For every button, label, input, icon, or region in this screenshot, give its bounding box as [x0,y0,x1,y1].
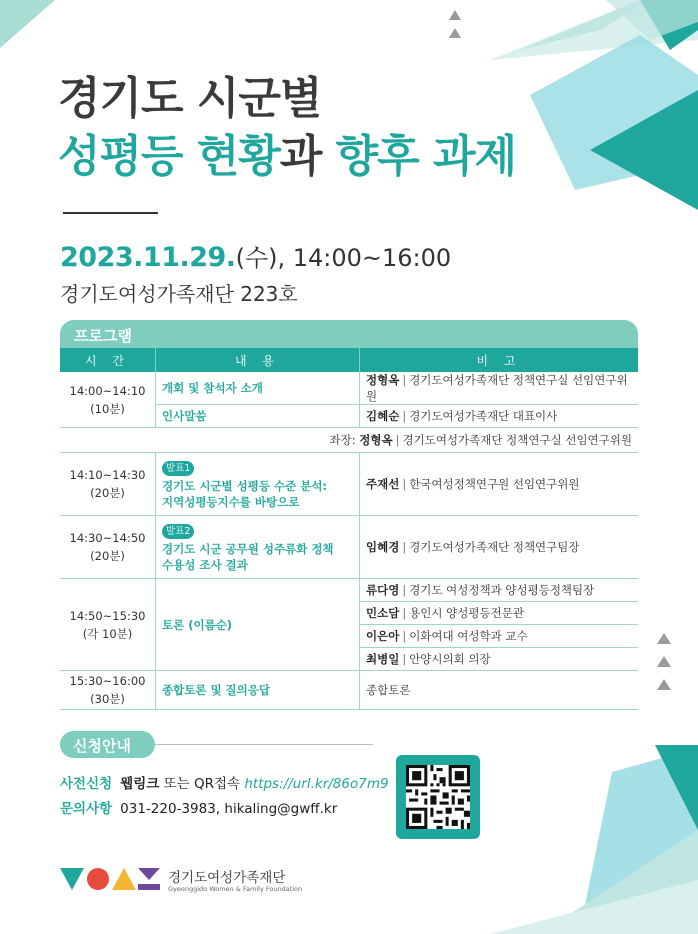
presentation-badge: 발표1 [162,461,194,476]
apply-section-header [60,731,155,758]
chair-cell: 좌장: 정형옥 | 경기도여성가족재단 정책연구실 선임연구위원 [60,428,638,453]
content-cell: 종합토론 및 질의응답 [156,671,360,710]
content-cell [156,453,360,516]
note-cell: 최병일 | 안양시의회 의장 [360,648,639,671]
weblink-label: 웹링크 [120,776,160,792]
contact-row [60,797,337,817]
time-range: 14:10~14:30 [69,468,146,482]
note-cell: 이은아 | 이화여대 여성학과 교수 [360,625,639,648]
program-table [60,348,638,710]
person-desc: 경기도여성가족재단 정책연구실 선임연구위원 [366,373,628,403]
header-time: 시 간 [60,348,156,372]
time-cell [60,372,156,428]
content-cell: 인사말씀 [156,405,360,428]
person-desc: 이화여대 여성학과 교수 [409,629,528,643]
content-line: 경기도 시군별 성평등 수준 분석: [162,478,328,493]
chair-name: 정형옥 [359,433,393,447]
event-date-time: (수), 14:00~16:00 [235,244,452,272]
foundation-logo [60,866,160,896]
person-desc: 한국여성정책연구원 선임연구위원 [409,477,580,491]
chair-row [60,428,638,453]
time-duration: (20분) [90,549,125,563]
qr-code[interactable] [396,755,480,839]
program-section-label: 프로그램 [74,327,132,345]
apply-section-label: 신청안내 [73,737,131,755]
pre-registration-row [60,772,389,792]
event-date-main: 2023.11.29. [60,242,236,273]
content-cell [156,516,360,579]
pre-registration-text: 또는 QR접속 [159,776,245,792]
header-content: 내 용 [156,348,360,372]
presentation-badge: 발표2 [162,524,194,539]
time-duration: (각 10분) [82,626,133,641]
note-cell: 김혜순 | 경기도여성가족재단 대표이사 [360,405,639,428]
foundation-name: 경기도여성가족재단 [168,870,286,886]
chair-desc: 경기도여성가족재단 정책연구실 선임연구위원 [402,433,632,447]
time-duration: (20분) [90,486,125,500]
table-row [60,453,638,516]
note-cell: 종합토론 [360,671,639,710]
content-cell: 토론 (이름순) [156,579,360,671]
person-desc: 안양시의회 의장 [409,652,491,666]
time-range: 14:30~14:50 [69,531,146,545]
time-range: 14:50~15:30 [69,608,146,623]
title-line-1: 경기도 시군별 [58,73,322,124]
table-row [60,579,638,602]
table-row [60,516,638,579]
title-highlight-2: 향후 과제 [335,131,517,182]
person-name: 주재선 [366,477,400,491]
time-range: 14:00~14:10 [69,383,146,398]
pre-registration-label: 사전신청 [60,776,113,792]
person-name: 김혜순 [366,409,400,423]
person-name: 류다영 [366,583,400,597]
person-desc: 경기도 여성정책과 양성평등정책팀장 [409,583,595,597]
person-desc: 용인시 양성평등전문관 [409,606,524,620]
event-date [60,238,451,273]
person-name: 정형옥 [366,373,400,387]
person-name: 민소담 [366,606,400,620]
chair-label: 좌장: [329,433,356,447]
table-row [60,671,638,710]
title-divider [63,212,158,214]
note-cell: 주재선 | 한국여성정책연구원 선임연구위원 [360,453,639,516]
content-line: 경기도 시군 공무원 성주류화 정책 [162,541,334,556]
foundation-logo-mark [60,866,160,892]
title-highlight-1: 성평등 현황 [58,131,280,182]
note-cell: 민소담 | 용인시 양성평등전문관 [360,602,639,625]
contact-text: 031-220-3983, hikaling@gwff.kr [120,801,338,817]
person-desc: 경기도여성가족재단 대표이사 [409,409,558,423]
content-line: 수용성 조사 결과 [162,557,248,572]
note-cell: 정형옥 | 경기도여성가족재단 정책연구실 선임연구위원 [360,372,639,405]
registration-link[interactable]: https://url.kr/86o7m9 [244,776,389,792]
title-line-2 [58,120,516,184]
note-cell: 임혜경 | 경기도여성가족재단 정책연구팀장 [360,516,639,579]
table-row [60,372,638,405]
time-duration: (10분) [90,401,125,416]
time-cell [60,579,156,671]
person-desc: 경기도여성가족재단 정책연구팀장 [409,540,580,554]
program-section-header [60,320,638,350]
event-venue: 경기도여성가족재단 223호 [60,282,298,306]
person-name: 최병일 [366,652,400,666]
title-connector: 과 [279,131,336,182]
person-name: 이은아 [366,629,400,643]
apply-divider [155,744,373,745]
qr-code-image [406,765,470,829]
time-cell [60,671,156,710]
header-note: 비 고 [360,348,639,372]
person-name: 임혜경 [366,540,400,554]
time-cell [60,453,156,516]
time-cell [60,516,156,579]
content-line: 지역성평등지수를 바탕으로 [162,494,300,509]
content-cell: 개회 및 참석자 소개 [156,372,360,405]
foundation-name-en: Gyeonggido Women & Family Foundation [168,885,303,893]
time-duration: (30분) [90,692,125,706]
program-table-header [60,348,638,372]
note-cell: 류다영 | 경기도 여성정책과 양성평등정책팀장 [360,579,639,602]
contact-label: 문의사항 [60,801,113,817]
time-range: 15:30~16:00 [69,674,146,688]
